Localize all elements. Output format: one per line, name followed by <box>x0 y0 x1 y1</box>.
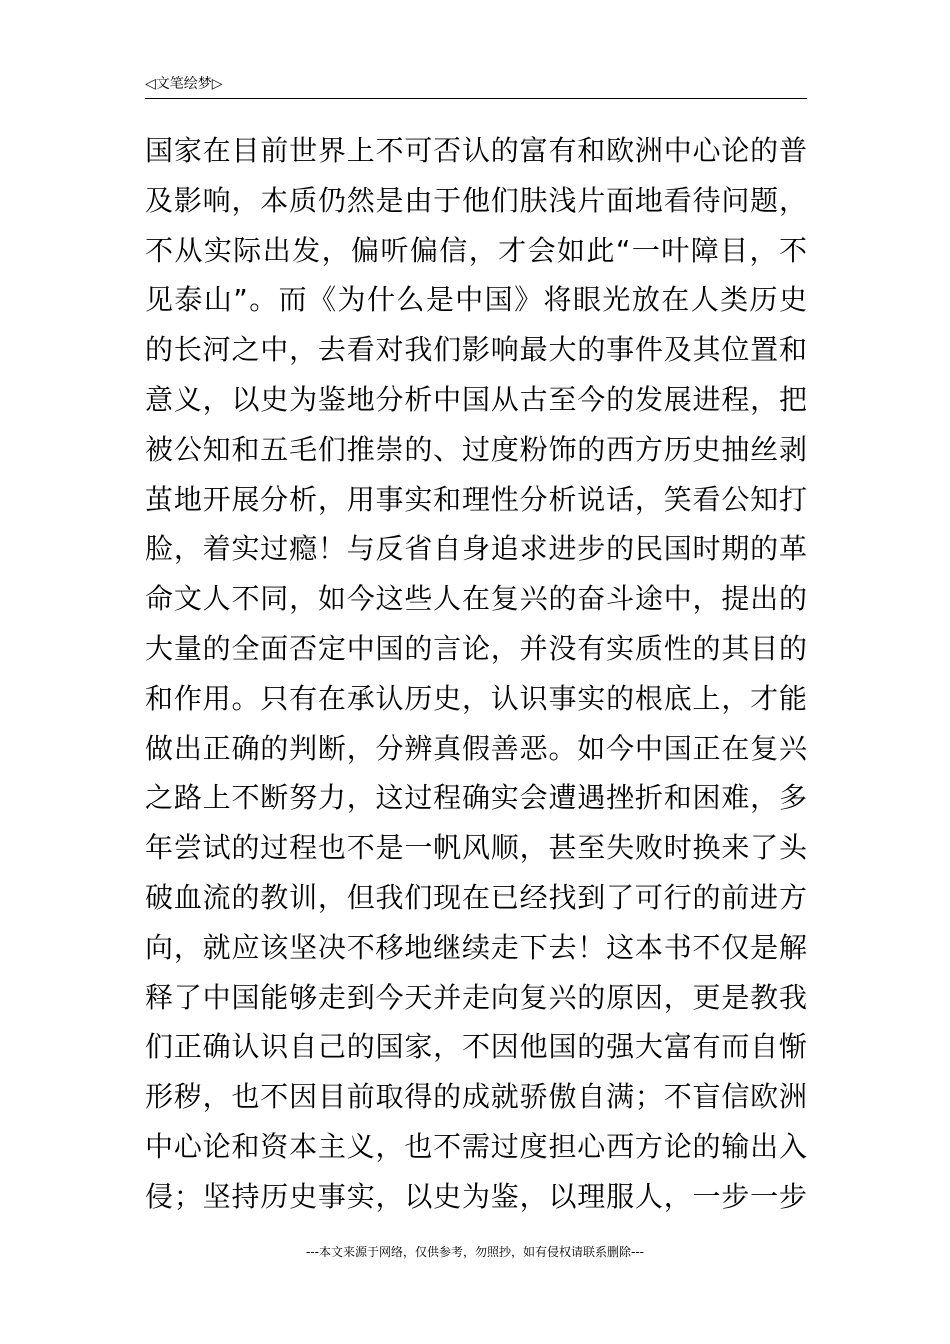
text-line: 脸，着实过瘾！与反省自身追求进步的民国时期的革 <box>145 532 807 566</box>
text-line: 及影响，本质仍然是由于他们肤浅片面地看待问题， <box>145 183 807 217</box>
page-footer: ---本文来源于网络，仅供参考，勿照抄，如有侵权请联系删除--- <box>306 1245 644 1259</box>
text-line: 年尝试的过程也不是一帆风顺，甚至失败时换来了头 <box>145 831 807 865</box>
text-line: 被公知和五毛们推崇的、过度粉饰的西方历史抽丝剥 <box>145 432 807 466</box>
text-line: 国家在目前世界上不可否认的富有和欧洲中心论的普 <box>145 134 807 167</box>
text-line: 和作用。只有在承认历史，认识事实的根底上，才能 <box>145 681 807 715</box>
text-line: 见泰山”。而《为什么是中国》将眼光放在人类历史 <box>145 283 807 317</box>
text-line: 侵；坚持历史事实，以史为鉴，以理服人，一步一步 <box>145 1179 807 1213</box>
text-line: 向，就应该坚决不移地继续走下去！这本书不仅是解 <box>145 930 807 964</box>
text-line: 意义，以史为鉴地分析中国从古至今的发展进程，把 <box>145 382 807 416</box>
text-line: 做出正确的判断，分辨真假善恶。如今中国正在复兴 <box>145 731 807 765</box>
text-line: 的长河之中，去看对我们影响最大的事件及其位置和 <box>145 333 807 367</box>
text-line: 破血流的教训，但我们现在已经找到了可行的前进方 <box>145 880 807 914</box>
text-line: 大量的全面否定中国的言论，并没有实质性的其目的 <box>145 631 807 665</box>
text-line: 释了中国能够走到今天并走向复兴的原因，更是教我 <box>145 980 807 1014</box>
text-line: 茧地开展分析，用事实和理性分析说话，笑看公知打 <box>145 482 807 516</box>
text-line: 中心论和资本主义，也不需过度担心西方论的输出入 <box>145 1129 807 1163</box>
text-line: 命文人不同，如今这些人在复兴的奋斗途中，提出的 <box>145 582 807 616</box>
page-header <box>145 74 807 99</box>
header-title: ◁文笔绘梦▷ <box>145 76 223 92</box>
text-line: 们正确认识自己的国家，不因他国的强大富有而自惭 <box>145 1030 807 1064</box>
body-paragraph <box>145 126 807 1222</box>
text-line: 之路上不断努力，这过程确实会遭遇挫折和困难，多 <box>145 781 807 815</box>
text-line: 形秽，也不因目前取得的成就骄傲自满；不盲信欧洲 <box>145 1080 807 1114</box>
text-line: 不从实际出发，偏听偏信，才会如此“一叶障目，不 <box>145 233 807 267</box>
